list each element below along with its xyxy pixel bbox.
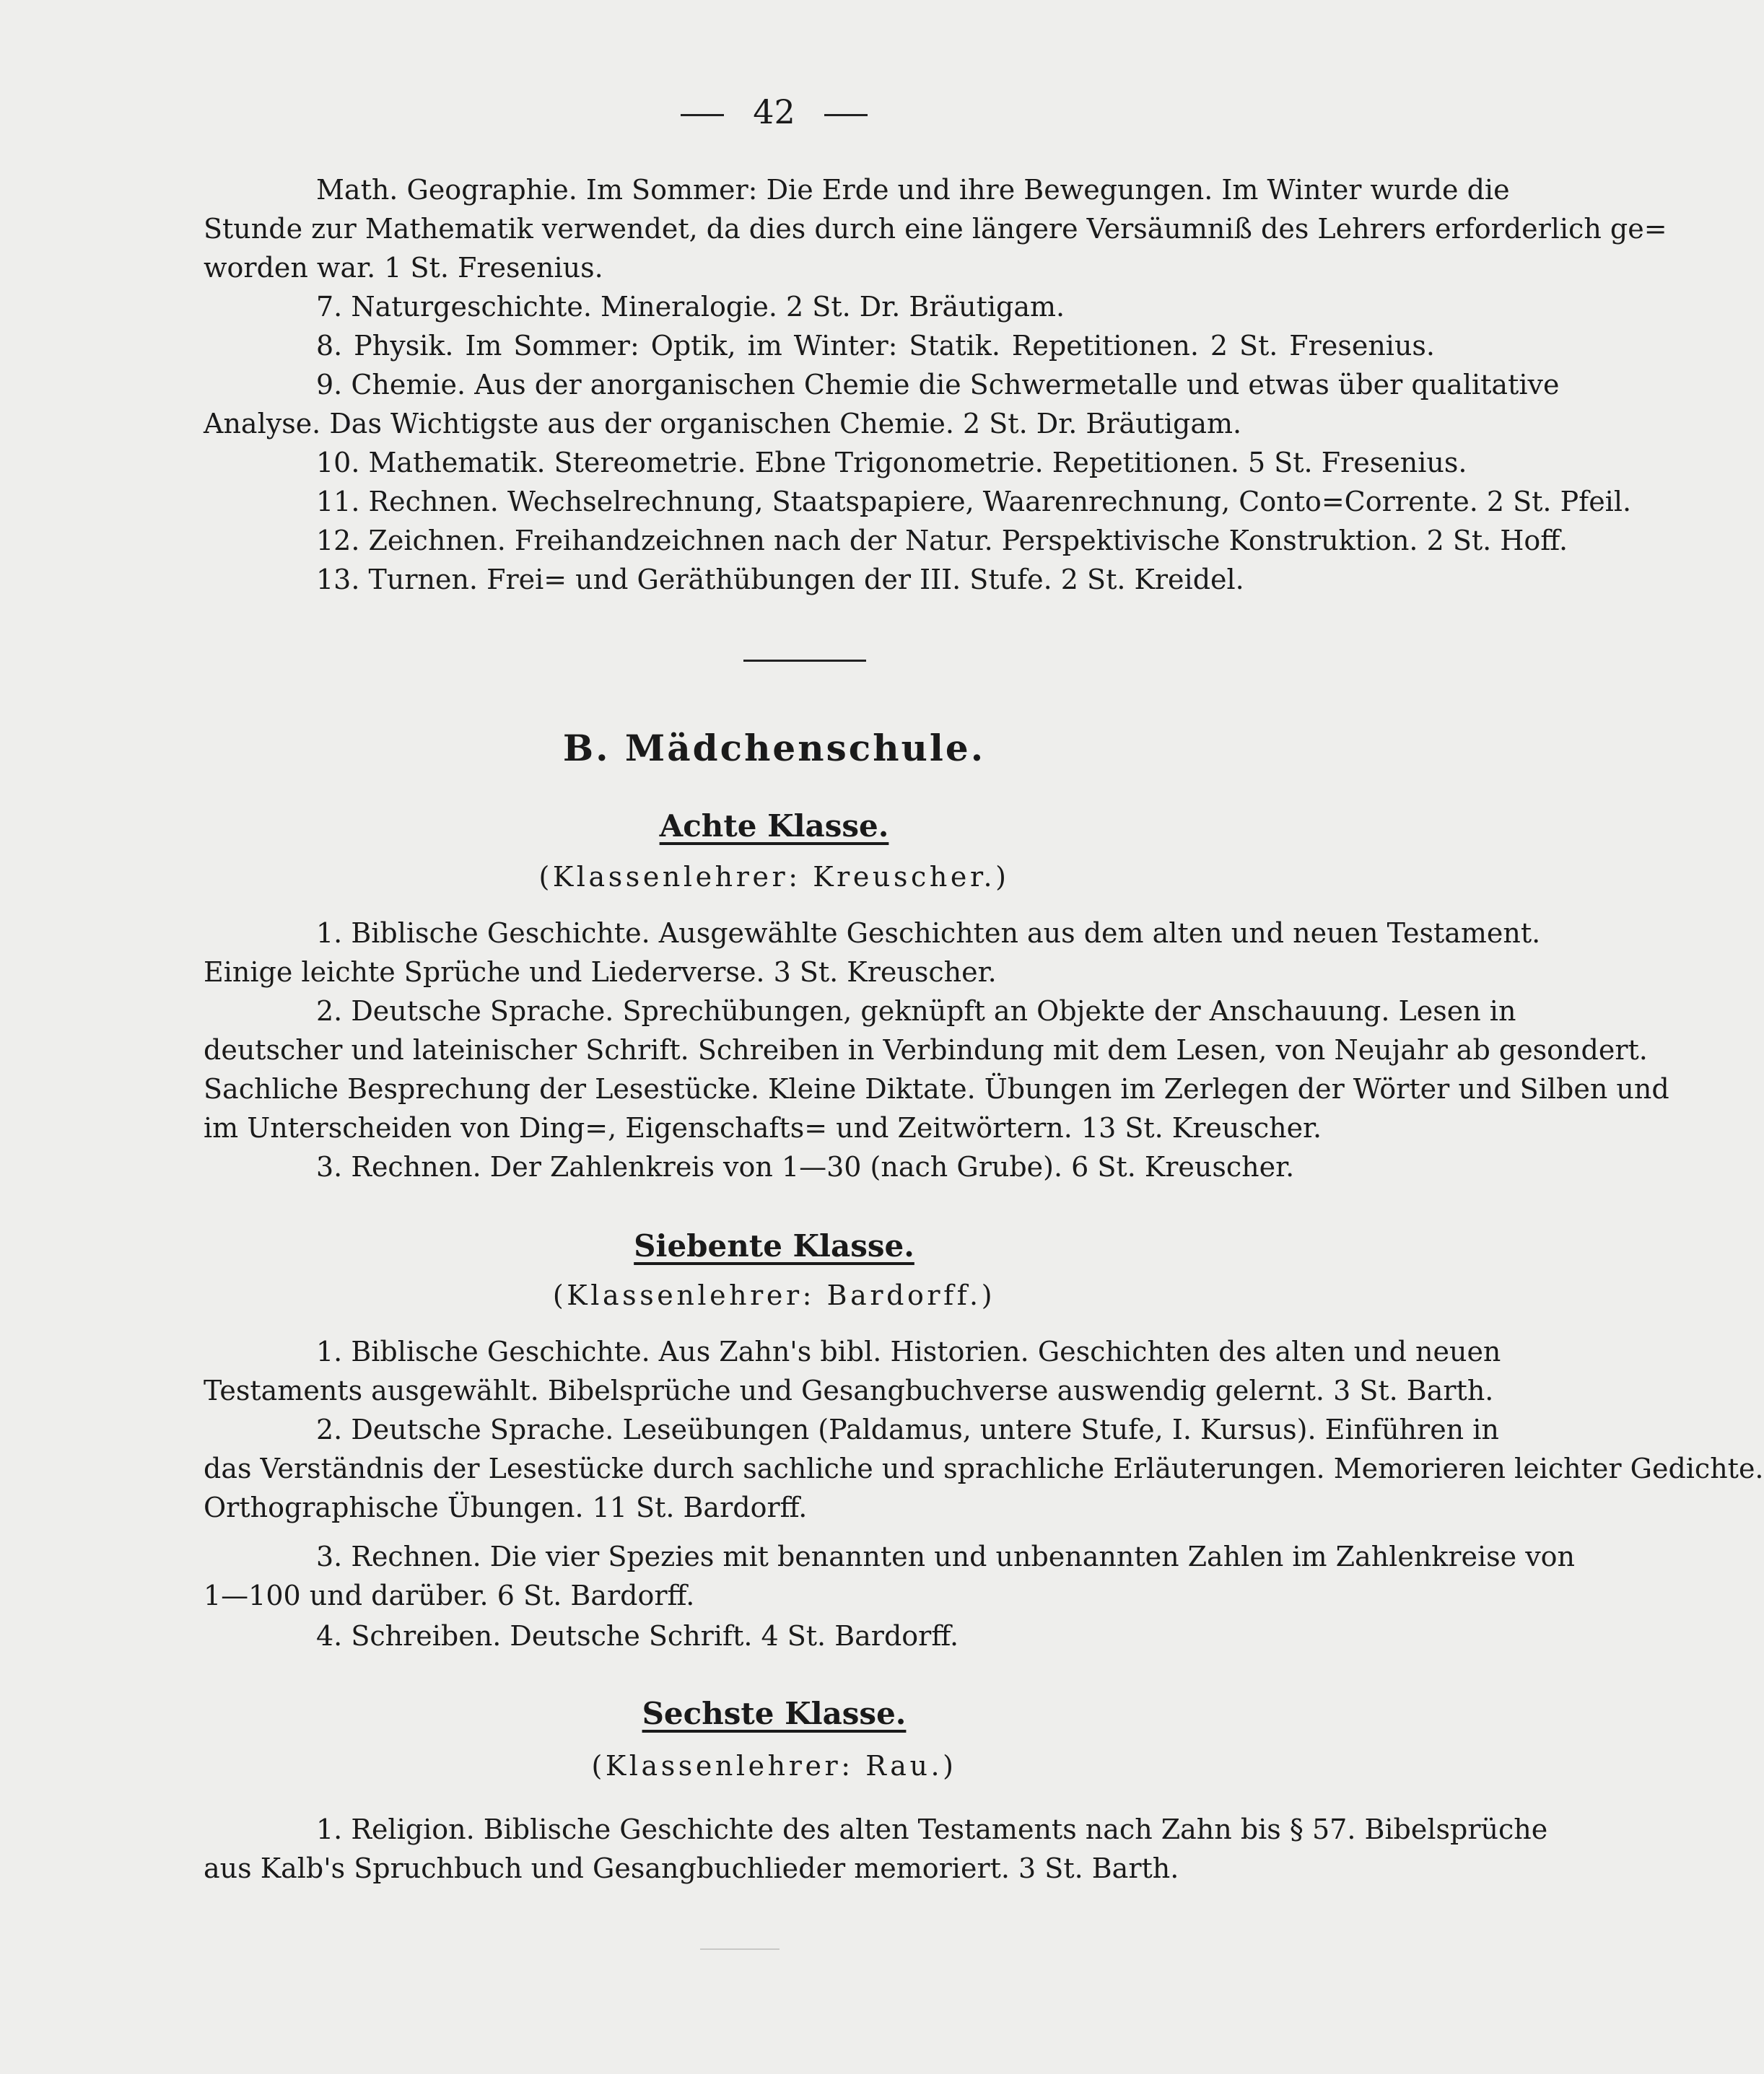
text-line: Analyse. Das Wichtigste aus der organischen Chemie. 2 St. Dr. Bräutigam.	[204, 408, 1242, 439]
class-teacher: (Klassenlehrer: Rau.)	[591, 1750, 957, 1782]
text-line: 7. Naturgeschichte. Mineralogie. 2 St. Dr. Bräutigam.	[316, 291, 1065, 323]
page-number-line	[0, 92, 1548, 131]
text-line: 1. Biblische Geschichte. Ausgewählte Geschichten aus dem alten und neuen Testament.	[316, 917, 1541, 949]
text-line: deutscher und lateinischer Schrift. Schreiben in Verbindung mit dem Lesen, von Neujahr ab gesondert.	[204, 1034, 1648, 1066]
page-number: 42	[753, 92, 795, 131]
text-line: Einige leichte Sprüche und Liederverse. 3 St. Kreuscher.	[204, 956, 997, 988]
text-line: 11. Rechnen. Wechselrechnung, Staatspapiere, Waarenrechnung, Conto=Corrente. 2 St. Pfeil.	[316, 486, 1632, 517]
text-line: 2. Deutsche Sprache. Sprechübungen, geknüpft an Objekte der Anschauung. Lesen in	[316, 995, 1516, 1027]
text-line: Testaments ausgewählt. Bibelsprüche und Gesangbuchverse auswendig gelernt. 3 St. Barth.	[204, 1375, 1494, 1406]
text-line: das Verständnis der Lesestücke durch sachliche und sprachliche Erläuterungen. Memorieren leichter Gedichte.	[204, 1453, 1764, 1484]
text-line: 3. Rechnen. Die vier Spezies mit benannten und unbenannten Zahlen im Zahlenkreise von	[316, 1541, 1576, 1572]
section-title: B. Mädchenschule.	[562, 727, 986, 769]
text-line: 10. Mathematik. Stereometrie. Ebne Trigonometrie. Repetitionen. 5 St. Fresenius.	[316, 447, 1467, 478]
text-line: 8. Physik. Im Sommer: Optik, im Winter: Statik. Repetitionen. 2 St. Fresenius.	[316, 330, 1435, 362]
text-line: 1—100 und darüber. 6 St. Bardorff.	[204, 1580, 695, 1611]
class-title: Sechste Klasse.	[642, 1696, 907, 1731]
text-line: 13. Turnen. Frei= und Geräthübungen der III. Stufe. 2 St. Kreidel.	[316, 564, 1244, 595]
text-line: worden war. 1 St. Fresenius.	[204, 252, 603, 284]
section-divider	[743, 660, 866, 662]
text-line: aus Kalb's Spruchbuch und Gesangbuchlieder memoriert. 3 St. Barth.	[204, 1852, 1179, 1884]
text-line: 12. Zeichnen. Freihandzeichnen nach der Natur. Perspektivische Konstruktion. 2 St. Hoff.	[316, 525, 1568, 556]
text-line: Orthographische Übungen. 11 St. Bardorff.	[204, 1492, 808, 1523]
text-line: 2. Deutsche Sprache. Leseübungen (Paldamus, untere Stufe, I. Kursus). Einführen in	[316, 1414, 1499, 1445]
class-title: Siebente Klasse.	[634, 1228, 914, 1264]
bleed-through-mark	[700, 1948, 780, 1950]
text-line: Stunde zur Mathematik verwendet, da dies durch eine längere Versäumniß des Lehrers erforderlich ge=	[204, 213, 1667, 245]
text-line: 3. Rechnen. Der Zahlenkreis von 1—30 (nach Grube). 6 St. Kreuscher.	[316, 1151, 1295, 1183]
dash-right	[824, 114, 868, 116]
text-line: 1. Biblische Geschichte. Aus Zahn's bibl. Historien. Geschichten des alten und neuen	[316, 1336, 1501, 1368]
text-line: 9. Chemie. Aus der anorganischen Chemie die Schwermetalle und etwas über qualitative	[316, 369, 1560, 401]
class-teacher: (Klassenlehrer: Kreuscher.)	[538, 861, 1010, 893]
text-line: 4. Schreiben. Deutsche Schrift. 4 St. Bardorff.	[316, 1620, 959, 1652]
dash-left	[681, 114, 724, 116]
text-line: Math. Geographie. Im Sommer: Die Erde und ihre Bewegungen. Im Winter wurde die	[316, 174, 1510, 206]
class-teacher: (Klassenlehrer: Bardorff.)	[552, 1279, 996, 1311]
text-line: im Unterscheiden von Ding=, Eigenschafts= und Zeitwörtern. 13 St. Kreuscher.	[204, 1112, 1322, 1144]
text-line: Sachliche Besprechung der Lesestücke. Kleine Diktate. Übungen im Zerlegen der Wörter und Silben und	[204, 1073, 1669, 1105]
class-title: Achte Klasse.	[659, 808, 889, 844]
text-line: 1. Religion. Biblische Geschichte des alten Testaments nach Zahn bis § 57. Bibelsprüche	[316, 1813, 1548, 1845]
